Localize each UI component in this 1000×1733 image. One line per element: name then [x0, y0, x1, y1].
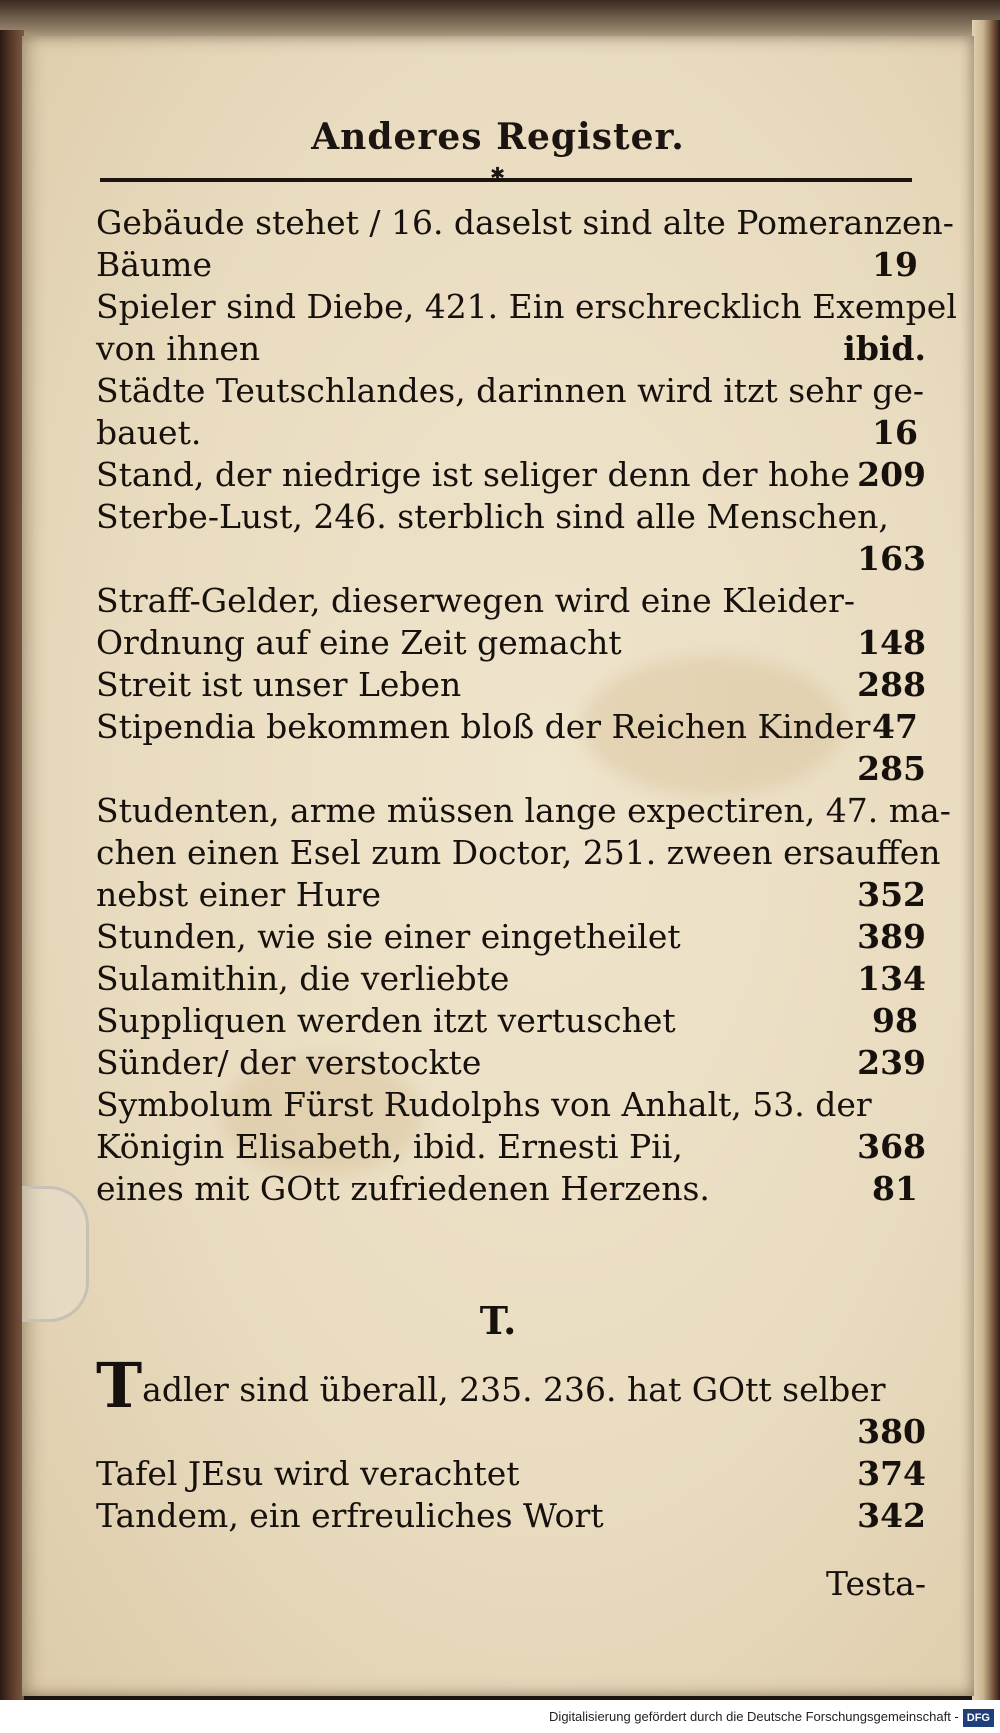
- entry-page-ref: [951, 790, 961, 832]
- entry-page-ref: [924, 370, 934, 412]
- register-entry: [96, 958, 926, 1000]
- entry-line: [96, 958, 926, 1000]
- register-entry: [96, 916, 926, 958]
- entry-text-content: Streit ist unser Leben: [96, 665, 462, 704]
- entry-line: [96, 664, 926, 706]
- header-rule-ornament: ✱: [490, 164, 506, 185]
- entry-page-ref: 16: [872, 413, 918, 452]
- entry-text: [96, 370, 924, 412]
- entry-text-content: Spieler sind Diebe, 421. Ein erschrecklich Exempel: [96, 287, 957, 326]
- entry-line: [150, 748, 926, 790]
- entry-line: [96, 1453, 926, 1495]
- entry-page-ref: 352: [857, 875, 926, 914]
- entry-line: [96, 1042, 926, 1084]
- entry-line: [96, 1168, 926, 1210]
- entry-text: [96, 1000, 676, 1042]
- entry-text-content: Bäume: [96, 245, 212, 284]
- entry-line: [96, 1084, 926, 1126]
- entry-line: [96, 454, 926, 496]
- book-page: [22, 36, 974, 1696]
- register-entry: [96, 496, 926, 580]
- entry-line: [150, 1411, 926, 1453]
- entry-text: [96, 1495, 604, 1537]
- page-stack-edge: [972, 20, 1000, 1700]
- digitization-footer: [0, 1700, 1000, 1733]
- entry-text: [96, 286, 957, 328]
- entry-page-ref: 368: [857, 1127, 926, 1166]
- header-rule: [100, 178, 912, 182]
- entry-text-content: bauet.: [96, 413, 202, 452]
- entry-text-content: Gebäude stehet / 16. daselst sind alte Pomeranzen-: [96, 203, 954, 242]
- entry-page-ref: [957, 286, 967, 328]
- entry-text-content: Ordnung auf eine Zeit gemacht: [96, 623, 622, 662]
- entry-line: [96, 832, 941, 874]
- dfg-logo: DFG: [963, 1709, 994, 1727]
- entry-text: [96, 496, 889, 538]
- catchword: Testa-: [826, 1564, 926, 1603]
- entry-page-ref: [941, 832, 951, 874]
- entry-page-ref: 134: [857, 959, 926, 998]
- register-entry: [96, 1495, 926, 1537]
- section-letter: T.: [479, 1298, 517, 1343]
- entry-line: [150, 538, 926, 580]
- entry-page-ref: 163: [857, 539, 926, 578]
- entry-line: [96, 916, 926, 958]
- entry-page-ref: 342: [857, 1496, 926, 1535]
- entry-page-ref: [916, 496, 926, 538]
- entry-text: [96, 622, 622, 664]
- entry-page-ref: 374: [857, 1454, 926, 1493]
- entry-text: [96, 1349, 886, 1422]
- register-entry: [96, 580, 926, 664]
- entry-page-ref: [954, 202, 964, 244]
- entry-line: [96, 1126, 926, 1168]
- entry-page-ref: 285: [857, 749, 926, 788]
- entry-text: [96, 1042, 482, 1084]
- register-entry: [96, 202, 954, 286]
- entry-page-ref: 380: [857, 1412, 926, 1451]
- entry-line: [96, 622, 926, 664]
- entry-text-content: adler sind überall, 235. 236. hat GOtt selber: [142, 1370, 886, 1409]
- entry-page-ref: 209: [857, 455, 926, 494]
- entry-page-ref: 389: [857, 917, 926, 956]
- entry-text-content: Königin Elisabeth, ibid. Ernesti Pii,: [96, 1127, 683, 1166]
- entry-line: [96, 580, 926, 622]
- entry-line: [96, 1495, 926, 1537]
- entry-text: [96, 244, 212, 286]
- entry-text-content: Symbolum Fürst Rudolphs von Anhalt, 53. der: [96, 1085, 872, 1124]
- entry-text: [96, 580, 855, 622]
- register-entries-s: [96, 202, 957, 1210]
- entry-page-ref: 239: [857, 1043, 926, 1082]
- entry-page-ref: 81: [872, 1169, 918, 1208]
- entry-line: [96, 286, 957, 328]
- entry-line: [96, 874, 926, 916]
- entry-text: [96, 958, 510, 1000]
- entry-page-ref: 47: [872, 707, 918, 746]
- entry-text: [96, 202, 954, 244]
- entry-page-ref: 19: [872, 245, 918, 284]
- book-spine-edge: [0, 30, 24, 1700]
- entry-page-ref: [916, 1366, 926, 1411]
- entry-text-content: Stipendia bekommen bloß der Reichen Kinder: [96, 707, 871, 746]
- entry-line: [96, 706, 926, 748]
- entry-text-content: Stand, der niedrige ist seliger denn der hohe: [96, 455, 850, 494]
- entry-text-content: Sterbe-Lust, 246. sterblich sind alle Menschen,: [96, 497, 889, 536]
- register-entry: [96, 1453, 926, 1495]
- entry-text-content: Städte Teutschlandes, darinnen wird itzt sehr ge-: [96, 371, 924, 410]
- entry-line: [96, 1000, 926, 1042]
- entry-page-ref: 288: [857, 665, 926, 704]
- entry-line: [96, 328, 926, 370]
- entry-line: [96, 244, 926, 286]
- footer-text: Digitalisierung gefördert durch die Deutsche Forschungsgemeinschaft -: [549, 1709, 959, 1724]
- entry-page-ref: [916, 580, 926, 622]
- register-entry: [96, 286, 957, 370]
- page-header: Anderes Register.: [311, 116, 685, 158]
- entry-text: [96, 454, 850, 496]
- entry-text: [96, 328, 261, 370]
- register-entry: [96, 790, 951, 916]
- entry-page-ref: 148: [857, 623, 926, 662]
- entry-text-content: Stunden, wie sie einer eingetheilet: [96, 917, 681, 956]
- entry-line: [96, 370, 926, 412]
- register-entry: [96, 1042, 926, 1084]
- entry-page-ref: 98: [872, 1001, 918, 1040]
- entry-text-content: von ihnen: [96, 329, 261, 368]
- entry-text: [96, 412, 202, 454]
- entry-text-content: Tandem, ein erfreuliches Wort: [96, 1496, 604, 1535]
- entry-text: [96, 1126, 683, 1168]
- entry-text: [96, 1168, 710, 1210]
- drop-capital: T: [96, 1349, 143, 1422]
- entry-text-content: nebst einer Hure: [96, 875, 382, 914]
- entry-text: [96, 832, 941, 874]
- entry-line: [96, 202, 954, 244]
- entry-text-content: Studenten, arme müssen lange expectiren, 47. ma-: [96, 791, 951, 830]
- entry-text: [96, 664, 462, 706]
- entry-text: [96, 790, 951, 832]
- entry-text: [96, 874, 382, 916]
- entry-text: [96, 1084, 872, 1126]
- register-entry: [96, 664, 926, 706]
- entry-line: [96, 496, 926, 538]
- entry-line: [96, 1349, 926, 1422]
- entry-line: [96, 412, 926, 454]
- entry-text-content: Sünder/ der verstockte: [96, 1043, 482, 1082]
- entry-text-content: Sulamithin, die verliebte: [96, 959, 510, 998]
- register-entries-t: [96, 1349, 926, 1537]
- entry-text-content: Straff-Gelder, dieserwegen wird eine Kleider-: [96, 581, 855, 620]
- register-entry: [96, 454, 926, 496]
- entry-page-ref: [916, 1084, 926, 1126]
- entry-line: [96, 790, 951, 832]
- entry-text: [96, 706, 871, 748]
- entry-text: [96, 1453, 520, 1495]
- entry-text: [96, 916, 681, 958]
- entry-page-ref: ibid.: [843, 329, 926, 368]
- entry-text-content: chen einen Esel zum Doctor, 251. zween ersauffen: [96, 833, 941, 872]
- entry-text-content: Suppliquen werden itzt vertuschet: [96, 1001, 676, 1040]
- register-entry: [96, 706, 926, 790]
- register-entry: [96, 1349, 926, 1453]
- register-entry: [96, 1000, 926, 1042]
- entry-text-content: Tafel JEsu wird verachtet: [96, 1454, 520, 1493]
- register-entry: [96, 1084, 926, 1210]
- entry-text-content: eines mit GOtt zufriedenen Herzens.: [96, 1169, 710, 1208]
- book-top-edge: [0, 0, 1000, 40]
- register-entry: [96, 370, 926, 454]
